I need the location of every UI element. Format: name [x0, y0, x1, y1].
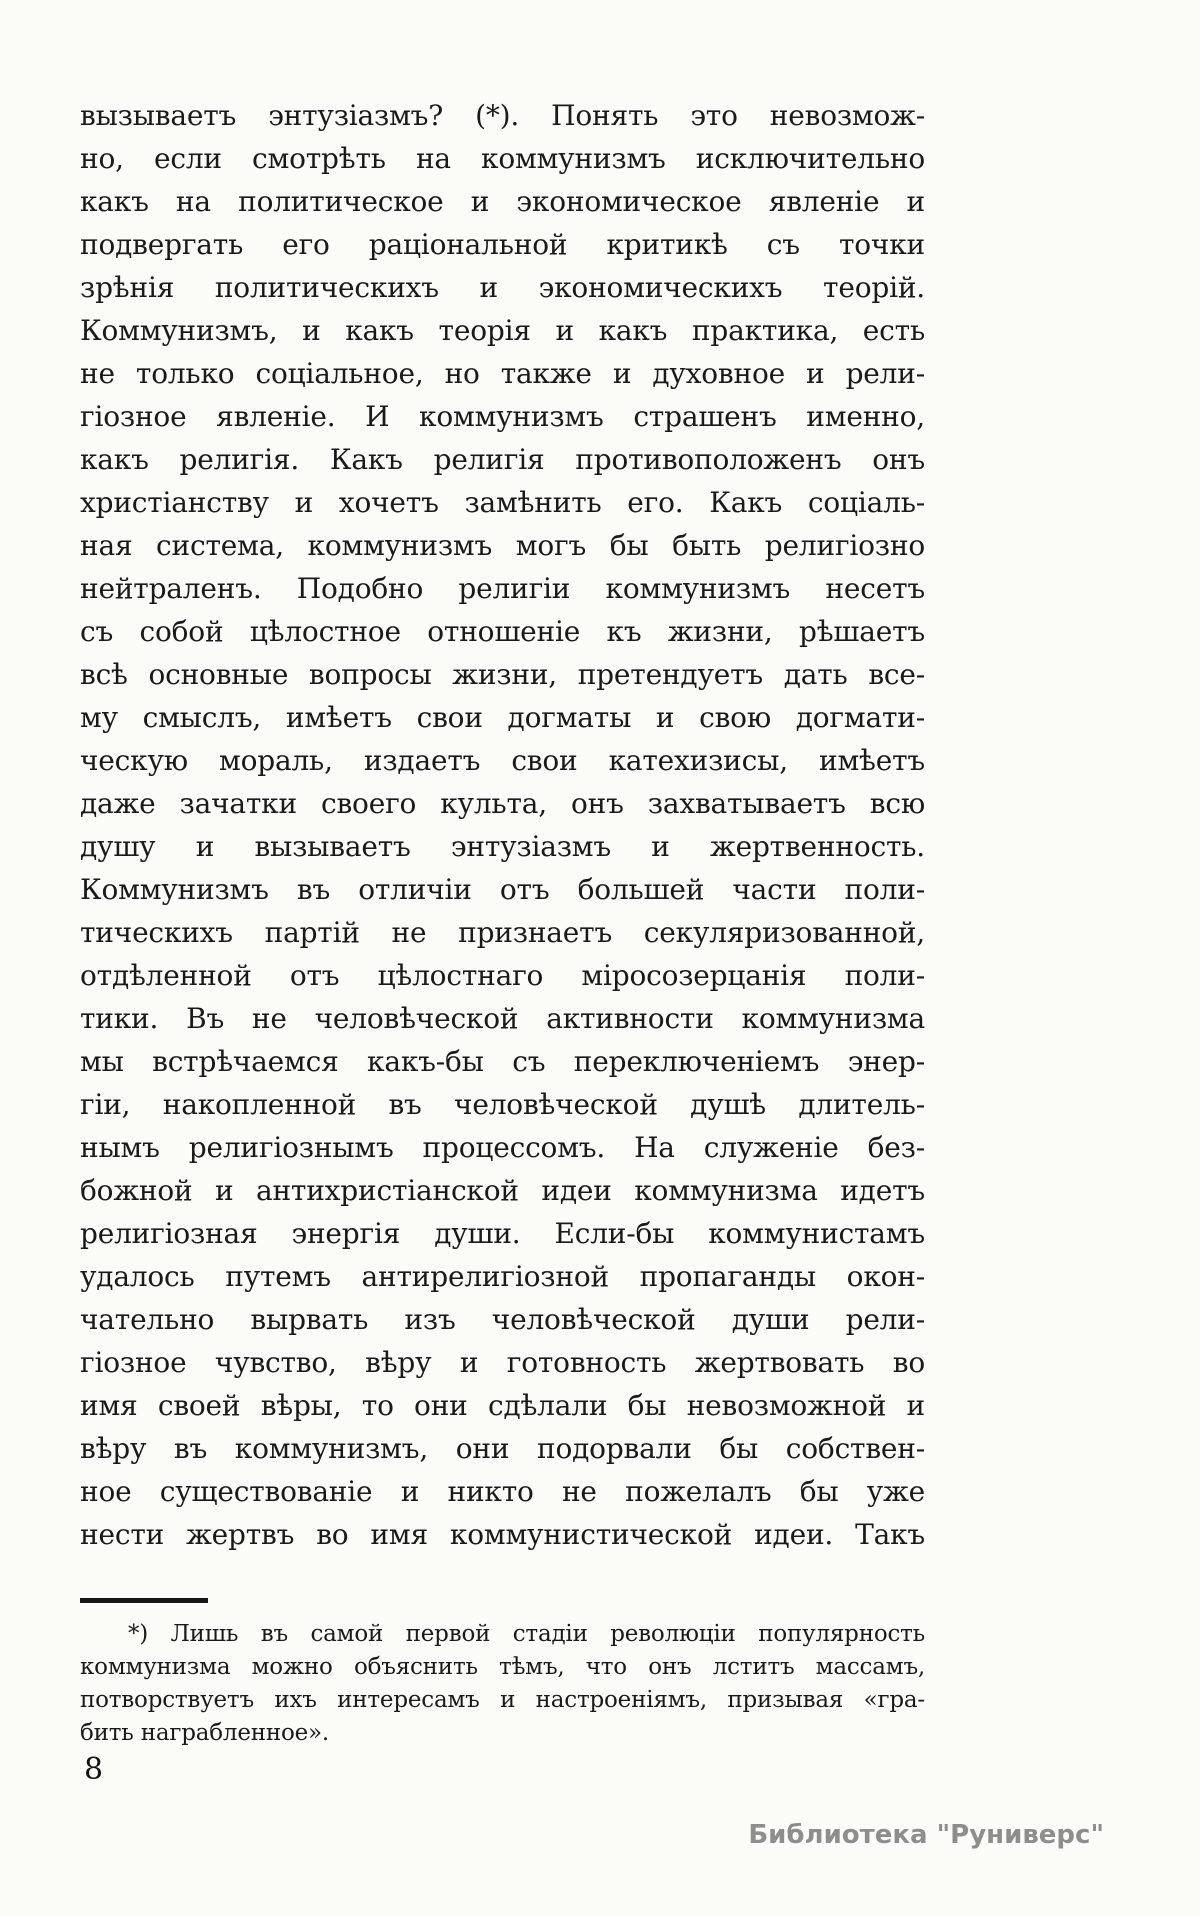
text-line: тики. Въ не человѣческой активности коммунизма — [80, 1002, 925, 1035]
text-line: Коммунизмъ, и какъ теорія и какъ практика, есть — [80, 314, 925, 347]
text-line: отдѣленной отъ цѣлостнаго міросозерцанія поли- — [80, 959, 925, 992]
text-line: удалось путемъ антирелигіозной пропаганды окон- — [80, 1260, 925, 1293]
text-line: какъ на политическое и экономическое явленіе и — [80, 185, 925, 218]
text-line: гіозное явленіе. И коммунизмъ страшенъ именно, — [80, 400, 925, 433]
text-line: душу и вызываетъ энтузіазмъ и жертвенность. — [80, 830, 925, 863]
text-line: имя своей вѣры, то они сдѣлали бы невозможной и — [80, 1389, 925, 1422]
text-line: не только соціальное, но также и духовное и рели- — [80, 357, 925, 390]
text-line: нести жертвъ во имя коммунистической идеи. Такъ — [80, 1518, 925, 1551]
text-line: чательно вырвать изъ человѣческой души рели- — [80, 1303, 925, 1336]
text-line: божной и антихристіанской идеи коммунизма идетъ — [80, 1174, 925, 1207]
text-line: му смыслъ, имѣетъ свои догматы и свою догмати- — [80, 701, 925, 734]
text-line: нейтраленъ. Подобно религіи коммунизмъ несетъ — [80, 572, 925, 605]
text-line: какъ религія. Какъ религія противоположенъ онъ — [80, 443, 925, 476]
text-line: подвергать его раціональной критикѣ съ точки — [80, 228, 925, 261]
footnote — [80, 1618, 925, 1750]
footnote-line: *) Лишь въ самой первой стадіи революціи популярность — [128, 1621, 925, 1647]
text-line: ная система, коммунизмъ могъ бы быть религіозно — [80, 529, 925, 562]
text-line: вызываетъ энтузіазмъ? (*). Понять это невозмож- — [80, 99, 925, 132]
footnote-line: бить награбленное». — [80, 1720, 330, 1746]
text-line: вѣру въ коммунизмъ, они подорвали бы собствен- — [80, 1432, 925, 1465]
text-line: тическихъ партій не признаетъ секуляризованной, — [80, 916, 925, 949]
text-line: но, если смотрѣть на коммунизмъ исключительно — [80, 142, 925, 175]
text-line: зрѣнія политическихъ и экономическихъ теорій. — [80, 271, 925, 304]
library-watermark: Библиотека "Руниверс" — [748, 1820, 1104, 1850]
text-line: гіи, накопленной въ человѣческой душѣ длитель- — [80, 1088, 925, 1121]
text-line: ное существованіе и никто не пожелалъ бы уже — [80, 1475, 925, 1508]
text-line: христіанству и хочетъ замѣнить его. Какъ соціаль- — [80, 486, 925, 519]
text-line: религіозная энергія души. Если-бы коммунистамъ — [80, 1217, 925, 1250]
footnote-separator — [80, 1598, 208, 1603]
page-number: 8 — [84, 1752, 104, 1787]
footnote-line: потворствуетъ ихъ интересамъ и настроеніямъ, призывая «гра- — [80, 1687, 925, 1713]
text-line: гіозное чувство, вѣру и готовность жертвовать во — [80, 1346, 925, 1379]
footnote-line: коммунизма можно объяснить тѣмъ, что онъ лститъ массамъ, — [80, 1654, 925, 1680]
text-line: даже зачатки своего культа, онъ захватываетъ всю — [80, 787, 925, 820]
text-line: мы встрѣчаемся какъ-бы съ переключеніемъ энер- — [80, 1045, 925, 1078]
text-line: всѣ основные вопросы жизни, претендуетъ дать все- — [80, 658, 925, 691]
text-line: съ собой цѣлостное отношеніе къ жизни, рѣшаетъ — [80, 615, 925, 648]
main-text — [80, 94, 925, 1556]
text-line: Коммунизмъ въ отличіи отъ большей части поли- — [80, 873, 925, 906]
text-line: нымъ религіознымъ процессомъ. На служеніе без- — [80, 1131, 925, 1164]
text-line: ческую мораль, издаетъ свои катехизисы, имѣетъ — [80, 744, 925, 777]
